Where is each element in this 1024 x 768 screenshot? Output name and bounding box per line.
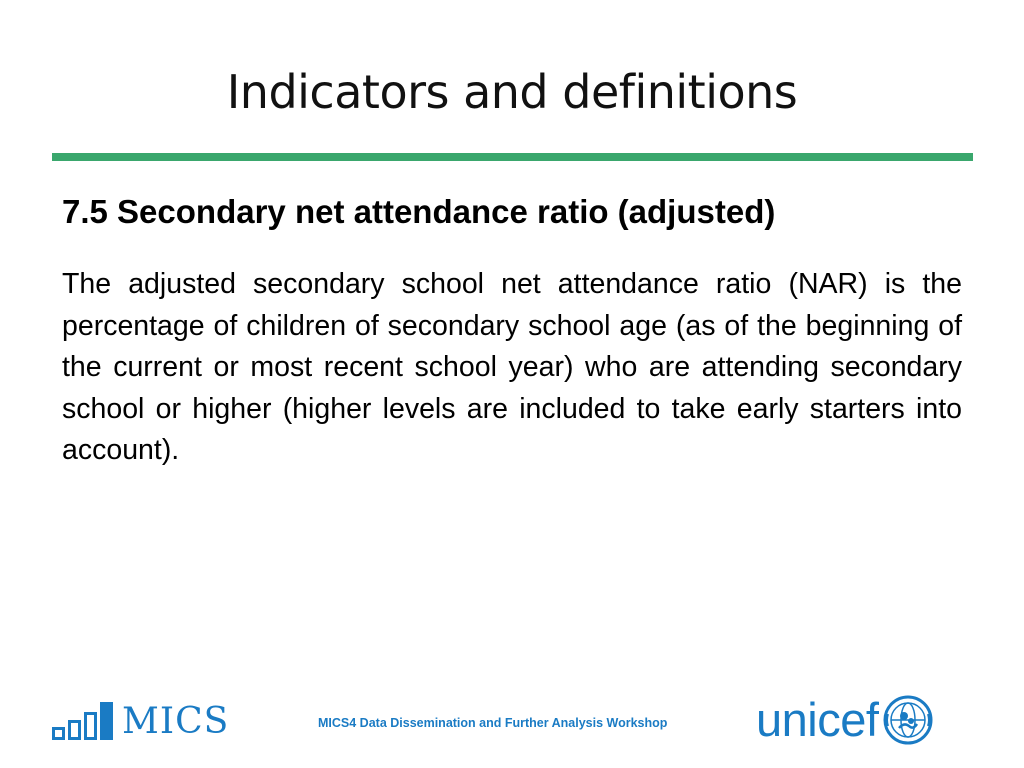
mics-bars-icon: [52, 702, 116, 740]
slide-title: Indicators and definitions: [226, 65, 798, 119]
unicef-logo: [756, 694, 934, 746]
mics-bar: [100, 702, 113, 740]
workshop-label: MICS4 Data Dissemination and Further Analysis Workshop: [318, 716, 668, 730]
unicef-logo-text: unicef: [756, 693, 879, 746]
footer: [0, 690, 1024, 760]
title-divider: [52, 153, 973, 161]
mics-bar: [68, 720, 81, 740]
mics-logo: [52, 696, 229, 740]
indicator-heading: 7.5 Secondary net attendance ratio (adjusted): [62, 193, 776, 230]
indicator-definition: The adjusted secondary school net attendance ratio (NAR) is the percentage of children of secondary school age (as of the beginning of the current or most recent school year) who are attending secondary school or higher (higher levels are included to take early starters into account).: [62, 268, 962, 466]
mics-bar: [52, 727, 65, 740]
unicef-emblem-icon: [882, 694, 934, 746]
mics-logo-text: MICS: [122, 701, 230, 742]
mics-bar: [84, 712, 97, 740]
